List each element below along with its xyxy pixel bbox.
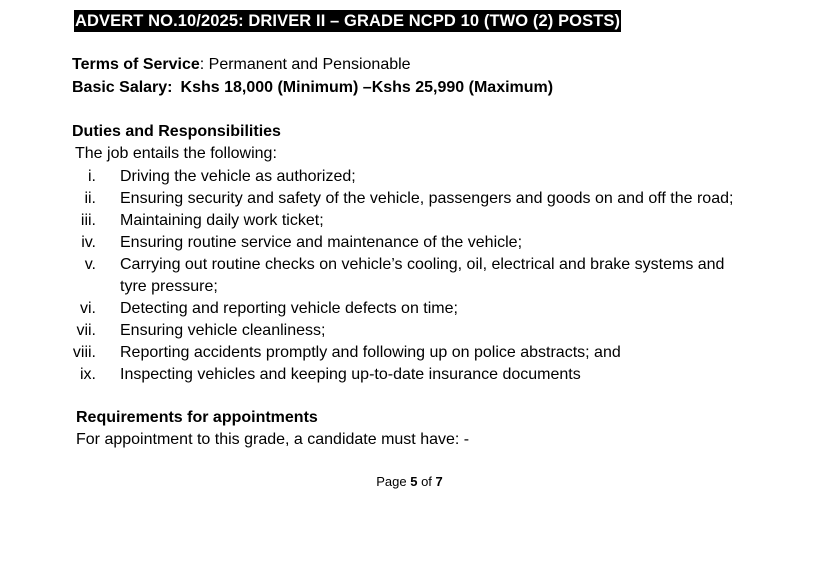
terms-value: : Permanent and Pensionable xyxy=(199,56,411,73)
duty-numeral: v. xyxy=(84,256,96,273)
duty-text: Carrying out routine checks on vehicle’s cooling, oil, electrical and brake systems and tyre pressure; xyxy=(120,256,725,295)
duty-item xyxy=(60,188,760,210)
advert-title: ADVERT NO.10/2025: DRIVER II – GRADE NCPD 10 (TWO (2) POSTS) xyxy=(75,12,621,30)
current-page: 5 xyxy=(410,474,418,489)
duty-item xyxy=(60,364,760,386)
page-footer xyxy=(0,473,819,491)
of-word: of xyxy=(421,474,432,489)
duty-text: Ensuring vehicle cleanliness; xyxy=(120,322,326,339)
duty-item xyxy=(60,298,760,320)
duty-item xyxy=(60,320,760,342)
duty-text: Driving the vehicle as authorized; xyxy=(120,168,356,185)
requirements-heading: Requirements for appointments xyxy=(76,409,318,426)
duty-numeral: ii. xyxy=(84,190,96,207)
duty-numeral: iii. xyxy=(80,212,96,229)
salary-value: Kshs 18,000 (Minimum) –Kshs 25,990 (Maximum) xyxy=(180,79,554,96)
duty-item xyxy=(60,342,760,364)
duty-text: Inspecting vehicles and keeping up-to-date insurance documents xyxy=(120,366,581,383)
duty-text: Reporting accidents promptly and following up on police abstracts; and xyxy=(120,344,621,361)
duty-numeral: vi. xyxy=(80,300,96,317)
total-pages: 7 xyxy=(435,474,443,489)
duties-list xyxy=(60,166,760,386)
duties-intro: The job entails the following: xyxy=(75,145,277,162)
duty-numeral: vii. xyxy=(76,322,96,339)
duty-text: Detecting and reporting vehicle defects on time; xyxy=(120,300,458,317)
duty-text: Ensuring routine service and maintenance of the vehicle; xyxy=(120,234,523,251)
duty-text: Maintaining daily work ticket; xyxy=(120,212,324,229)
duty-item xyxy=(60,254,760,298)
duties-heading: Duties and Responsibilities xyxy=(72,123,281,140)
salary-label: Basic Salary: xyxy=(72,79,173,96)
terms-label: Terms of Service xyxy=(72,56,200,73)
duty-item xyxy=(60,210,760,232)
duty-numeral: viii. xyxy=(72,344,96,361)
duty-numeral: i. xyxy=(88,168,96,185)
requirements-intro: For appointment to this grade, a candidate must have: - xyxy=(76,431,470,448)
terms-of-service xyxy=(72,55,411,75)
page-word: Page xyxy=(376,474,407,489)
duty-item xyxy=(60,166,760,188)
basic-salary xyxy=(72,78,553,98)
duty-item xyxy=(60,232,760,254)
duty-text: Ensuring security and safety of the vehicle, passengers and goods on and off the road; xyxy=(120,190,734,207)
duty-numeral: ix. xyxy=(80,366,96,383)
duty-numeral: iv. xyxy=(81,234,96,251)
